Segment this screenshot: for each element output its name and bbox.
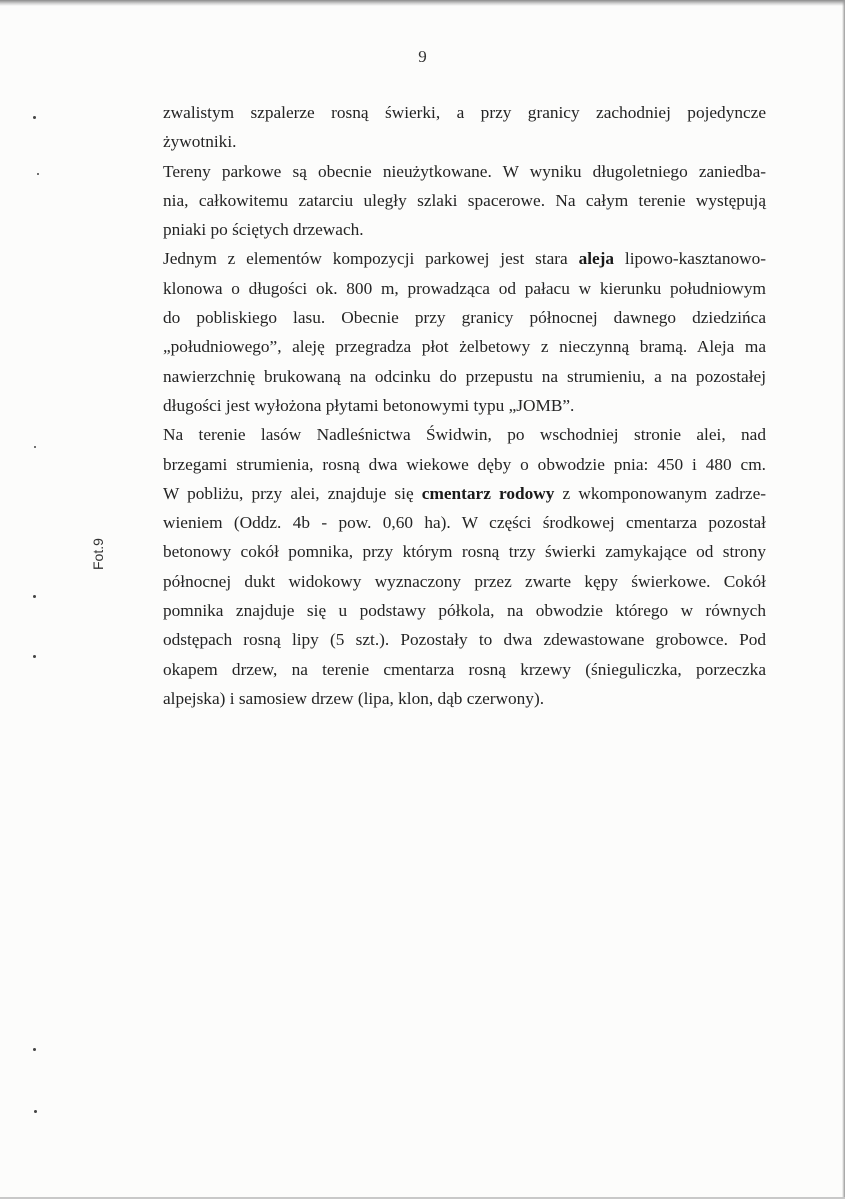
- text-line: nawierzchnię brukowaną na odcinku do przepustu na strumieniu, a na pozostałej: [163, 366, 766, 386]
- text-line-with-bold: [163, 479, 766, 508]
- bold-term-cmentarz-rodowy: cmentarz rodowy: [421, 483, 555, 503]
- text-segment: W pobliżu, przy alei, znajduje się: [163, 483, 422, 503]
- scan-edge-top: [0, 0, 845, 6]
- body-text: [163, 98, 766, 713]
- text-line: do pobliskiego lasu. Obecnie przy granicy północnej dawnego dziedzińca: [163, 308, 766, 328]
- text-line: betonowy cokół pomnika, przy którym rosną trzy świerki zamykające od strony: [163, 542, 766, 562]
- text-line: odstępach rosną lipy (5 szt.). Pozostały to dwa zdewastowane grobowce. Pod: [163, 630, 766, 650]
- text-line: długości jest wyłożona płytami betonowymi typu „JOMB”.: [163, 395, 575, 415]
- text-line: północnej dukt widokowy wyznaczony przez zwarte kępy świerkowe. Cokół: [163, 571, 766, 591]
- text-line: nia, całkowitemu zatarciu uległy szlaki spacerowe. Na całym terenie występują: [163, 190, 766, 210]
- text-line: „południowego”, aleję przegradza płot żelbetowy z nieczynną bramą. Aleja ma: [163, 337, 766, 357]
- text-segment: Jednym z elementów kompozycji parkowej jest stara: [163, 249, 579, 269]
- text-line: zwalistym szpalerze rosną świerki, a przy granicy zachodniej pojedyncze: [163, 103, 766, 122]
- scan-speck: [34, 446, 36, 448]
- scan-speck: [33, 116, 36, 119]
- text-line: Tereny parkowe są obecnie nieużytkowane. W wyniku długoletniego zaniedba-: [163, 161, 766, 181]
- text-line: okapem drzew, na terenie cmentarza rosną krzewy (śnieguliczka, porzeczka: [163, 659, 766, 679]
- bold-term-aleja: aleja: [578, 249, 615, 269]
- text-line-with-bold: [163, 244, 766, 273]
- scan-speck: [33, 655, 36, 658]
- scan-speck: [34, 1110, 37, 1113]
- scan-speck: [37, 173, 39, 175]
- scan-speck: [33, 595, 36, 598]
- page-number: 9: [418, 47, 427, 66]
- text-segment: lipowo-kasztanowo-: [614, 249, 766, 269]
- text-line: pniaki po ściętych drzewach.: [163, 220, 364, 240]
- text-line: pomnika znajduje się u podstawy półkola, na obwodzie którego w równych: [163, 601, 766, 621]
- text-line: brzegami strumienia, rosną dwa wiekowe dęby o obwodzie pnia: 450 i 480 cm.: [163, 454, 766, 474]
- text-line: alpejska) i samosiew drzew (lipa, klon, dąb czerwony).: [163, 688, 545, 708]
- scan-speck: [33, 1048, 36, 1051]
- text-line: żywotniki.: [163, 132, 237, 152]
- text-line: wieniem (Oddz. 4b - pow. 0,60 ha). W części środkowej cmentarza pozostał: [163, 513, 766, 533]
- text-segment: z wkomponowanym zadrze-: [554, 483, 766, 503]
- text-line: klonowa o długości ok. 800 m, prowadząca od pałacu w kierunku południowym: [163, 278, 766, 298]
- margin-photo-label: Fot.9: [90, 538, 106, 570]
- text-line: Na terenie lasów Nadleśnictwa Świdwin, po wschodniej stronie alei, nad: [163, 425, 766, 445]
